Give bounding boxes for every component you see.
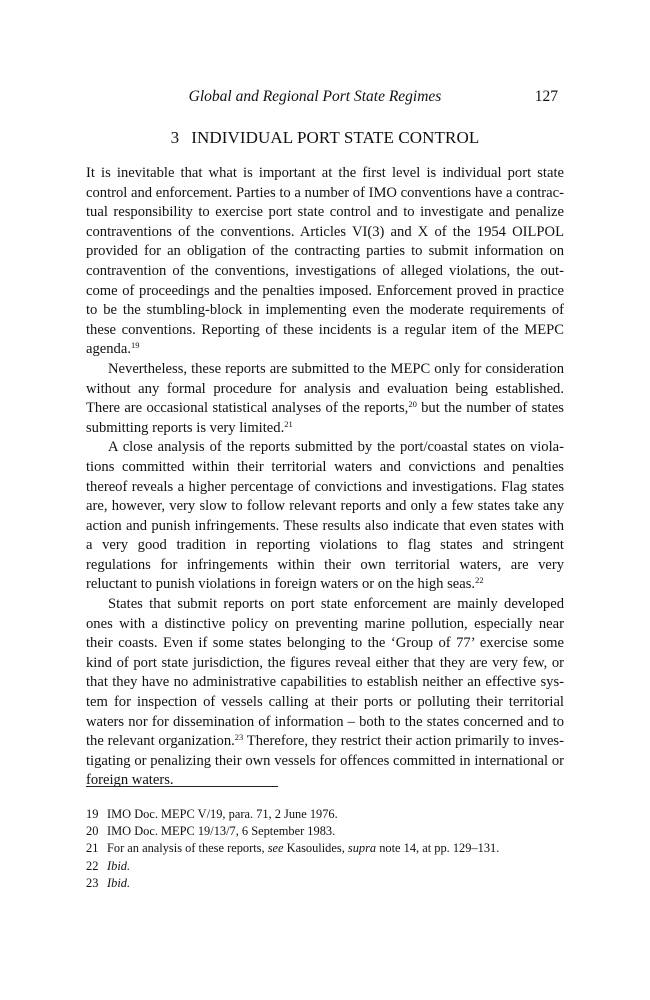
see-italic: see bbox=[267, 841, 284, 856]
paragraph-4 bbox=[86, 595, 564, 791]
paragraph-text: Therefore, they restrict their action primarily to investigating or penalizing their own vessels for offences committed in international or foreign waters. bbox=[86, 733, 564, 789]
footnote-number: 19 bbox=[86, 807, 99, 821]
paragraph-2 bbox=[86, 360, 564, 438]
footnote-23 bbox=[86, 875, 564, 892]
footnote-number: 20 bbox=[86, 824, 99, 839]
section-title: INDIVIDUAL PORT STATE CONTROL bbox=[191, 128, 480, 147]
footnote-number: 23 bbox=[86, 875, 99, 890]
footnote-text: IMO Doc. MEPC 19/13/7, 6 September 1983. bbox=[107, 824, 336, 839]
footnote-number: 22 bbox=[86, 858, 99, 873]
footnote-21 bbox=[86, 840, 564, 857]
supra-italic: supra bbox=[347, 841, 377, 856]
footnotes bbox=[86, 806, 564, 892]
footnote-divider bbox=[86, 786, 278, 787]
footnote-ref-20[interactable]: 20 bbox=[408, 399, 417, 410]
footnote-text-part: note 14, at pp. 129–131. bbox=[376, 841, 500, 856]
paragraph-text: It is inevitable that what is important at the first level is individual port state control and enforcement. Parties to a number of IMO conventions have a contractual responsibility to exercise port state control and to investigate and penalize contraventions of the conventions. Articles VI(3) and X of the 1954 OILPOL provided for an obligation of the contracting parties to submit information on contravention of the conventions, investigations of alleged violations, the outcome of proceedings and the penalties imposed. Enforcement proved in practice to be the stumbling-block in implementing even the moderate requirements of these conventions. Reporting of these incidents is a regular item of the MEPC agenda. bbox=[86, 165, 564, 358]
paragraph-text: but the number of states submitting reports is very limited. bbox=[86, 400, 564, 436]
section-number: 3 bbox=[170, 128, 180, 147]
footnote-ref-21[interactable]: 21 bbox=[284, 418, 293, 429]
paragraph-1 bbox=[86, 164, 564, 360]
paragraph-text: A close analysis of the reports submitted by the port/coastal states on violations committed within their territorial waters and convictions and penalties thereof reveals a higher percentage of convictions and investigations. Flag states are, however, very slow to follow relevant reports and only a few states take any action and punish infringements. These results also indicate that even states with a very good tradition in reporting violations to flag states and stringent regulations for infringements within their own territorial waters, are very reluctant to punish violations in foreign waters or on the high seas. bbox=[86, 439, 564, 593]
running-title: Global and Regional Port State Regimes bbox=[188, 88, 442, 105]
section-heading bbox=[86, 128, 564, 148]
paragraph-3 bbox=[86, 438, 564, 595]
footnote-text-part: For an analysis of these reports, bbox=[107, 841, 268, 856]
running-head bbox=[86, 88, 564, 108]
paragraph-text: States that submit reports on port state enforcement are mainly developed ones with a distinctive policy on preventing marine pollution, especially near their coasts. Even if some states belonging to the ‘Group of 77’ exercise some kind of port state jurisdiction, the figures reveal either that they are very few, or that they have no administrative capabilities to establish neither an effective system for inspection of vessels calling at their ports or polluting their territorial waters nor for dissemination of information – both to the states concerned and to the relevant organization. bbox=[86, 596, 564, 750]
page-number: 127 bbox=[534, 88, 558, 105]
footnote-text: Ibid. bbox=[107, 858, 131, 873]
footnote-text: Ibid. bbox=[107, 875, 131, 890]
footnote-text-part: Kasoulides, bbox=[283, 841, 348, 856]
footnote-19 bbox=[86, 806, 564, 823]
footnote-22 bbox=[86, 858, 564, 875]
footnote-20 bbox=[86, 823, 564, 840]
paragraph-text: Nevertheless, these reports are submitted to the MEPC only for consideration without any formal procedure for analysis and evaluation being established. There are occasional statistical analyses of the reports, bbox=[86, 360, 564, 417]
footnote-text: IMO Doc. MEPC V/19, para. 71, 2 June 1976. bbox=[107, 807, 338, 821]
footnote-ref-23[interactable]: 23 bbox=[234, 732, 244, 743]
footnote-ref-19[interactable]: 19 bbox=[130, 340, 140, 351]
footnote-ref-22[interactable]: 22 bbox=[475, 575, 484, 586]
footnote-text bbox=[107, 840, 499, 857]
body-text bbox=[86, 164, 564, 791]
footnote-number: 21 bbox=[86, 841, 99, 856]
